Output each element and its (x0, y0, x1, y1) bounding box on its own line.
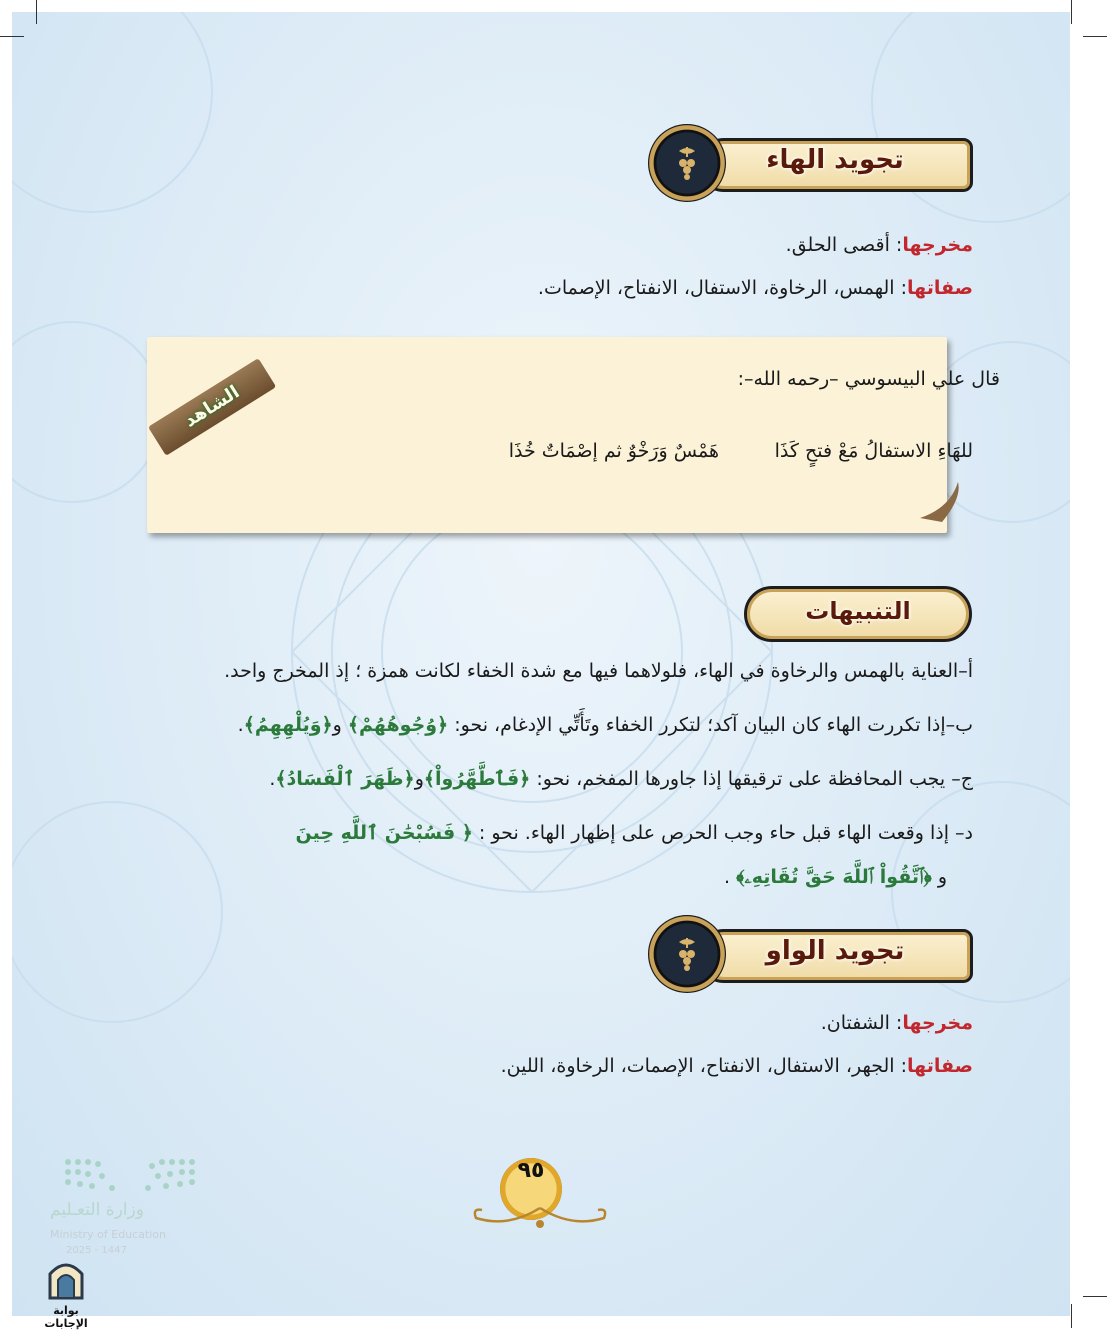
ha-sifat-label: صفاتها (907, 277, 973, 299)
waw-sifat-value: : الجهر، الاستفال، الانفتاح، الإصمات، الرخاوة، اللين. (500, 1055, 908, 1077)
ministry-dots-logo-icon (62, 1156, 198, 1196)
witness-intro: قال علي البيسوسي –رحمه الله–: (737, 368, 1000, 390)
waw-sifat-line (501, 1055, 973, 1077)
crop-mark (1083, 1296, 1107, 1297)
heading-ha (648, 124, 973, 202)
note-b-quran-1: ﴿وُجُوهُهُمْ﴾ (347, 714, 449, 736)
page-number-flourish-icon (468, 1198, 613, 1232)
heading-notes-title: التنبيهات (805, 597, 911, 625)
portal-label: بوابة الإجابات (44, 1304, 88, 1330)
ha-sifat-line (538, 277, 973, 299)
heading-waw-title: تجويد الواو (765, 936, 905, 966)
waw-makhraj-label: مخرجها (902, 1012, 973, 1034)
ha-makhraj-line (786, 234, 973, 256)
ha-sifat-value: : الهمس، الرخاوة، الاستفال، الانفتاح، الإصمات. (537, 277, 908, 299)
note-d-continued (724, 866, 947, 888)
ha-makhraj-value: : أقصى الحلق. (785, 234, 903, 256)
ministry-name-en: Ministry of Education (50, 1228, 167, 1241)
note-d (295, 822, 973, 844)
waw-makhraj-line (821, 1012, 973, 1034)
note-d2-end: . (724, 866, 737, 888)
crop-mark (1071, 0, 1072, 24)
ministry-year: 2025 - 1447 (66, 1245, 127, 1256)
witness-box (147, 337, 947, 533)
note-d2-and: و (931, 866, 947, 888)
verse-first-half: للهَاءِ الاستفالُ مَعْ فتحٍ كَذَا (774, 440, 973, 462)
crop-mark (36, 0, 37, 24)
waw-sifat-label: صفاتها (907, 1055, 973, 1077)
heading-ha-title: تجويد الهاء (766, 145, 904, 175)
mosque-gate-icon (46, 1256, 86, 1300)
heading-notes (744, 586, 972, 642)
witness-ribbon: الشاهد (148, 358, 276, 456)
note-b-quran-2: ﴿وَيُلْهِهِمُ﴾ (243, 714, 333, 736)
verse-second-half: هَمْسٌ وَرَخْوٌ ثم إصْمَاتٌ خُذَا (508, 440, 719, 462)
note-b-and: و (332, 714, 348, 736)
note-c-end: . (269, 768, 276, 790)
note-b-text: ب–إذا تكررت الهاء كان البيان آكد؛ لتكرر الخفاء وتَأَتِّي الإدغام، نحو: (448, 714, 973, 736)
note-d2-quran-2: ﴿ٱتَّقُواْ ٱللَّهَ حَقَّ تُقَاتِهِۦ﴾ (736, 866, 932, 888)
waw-makhraj-value: : الشفتان. (820, 1012, 903, 1034)
crop-mark (0, 36, 24, 37)
note-b (238, 714, 973, 736)
note-c-and: و (414, 768, 424, 790)
note-d-quran-1: ﴿ فَسُبْحَٰنَ ٱللَّهِ حِينَ (295, 822, 473, 844)
note-b-end: . (237, 714, 244, 736)
grape-emblem-icon (648, 124, 726, 202)
heading-waw (648, 915, 973, 993)
ministry-name-ar: وزارة التعـليم (50, 1200, 144, 1220)
crop-mark (1071, 1304, 1072, 1328)
note-a: أ–العناية بالهمس والرخاوة في الهاء، فلولاهما فيها مع شدة الخفاء لكانت همزة ؛ إذ المخرج واحد. (224, 660, 973, 682)
grape-emblem-icon (648, 915, 726, 993)
note-d-text: د– إذا وقعت الهاء قبل حاء وجب الحرص على إظهار الهاء. نحو : (472, 822, 973, 844)
answers-portal-watermark (30, 1256, 102, 1330)
note-c (269, 768, 973, 790)
page-number: ٩٥ (500, 1158, 562, 1220)
crop-mark (1083, 36, 1107, 37)
note-c-quran-2: ﴿ظَهَرَ ٱلْفَسَادُ﴾ (275, 768, 415, 790)
ha-makhraj-label: مخرجها (902, 234, 973, 256)
note-c-text: ج– يجب المحافظة على ترقيقها إذا جاورها المفخم، نحو: (530, 768, 973, 790)
note-c-quran-1: ﴿فَٱطَّهَّرُواْ﴾ (423, 768, 531, 790)
scroll-curl-icon (920, 478, 962, 522)
